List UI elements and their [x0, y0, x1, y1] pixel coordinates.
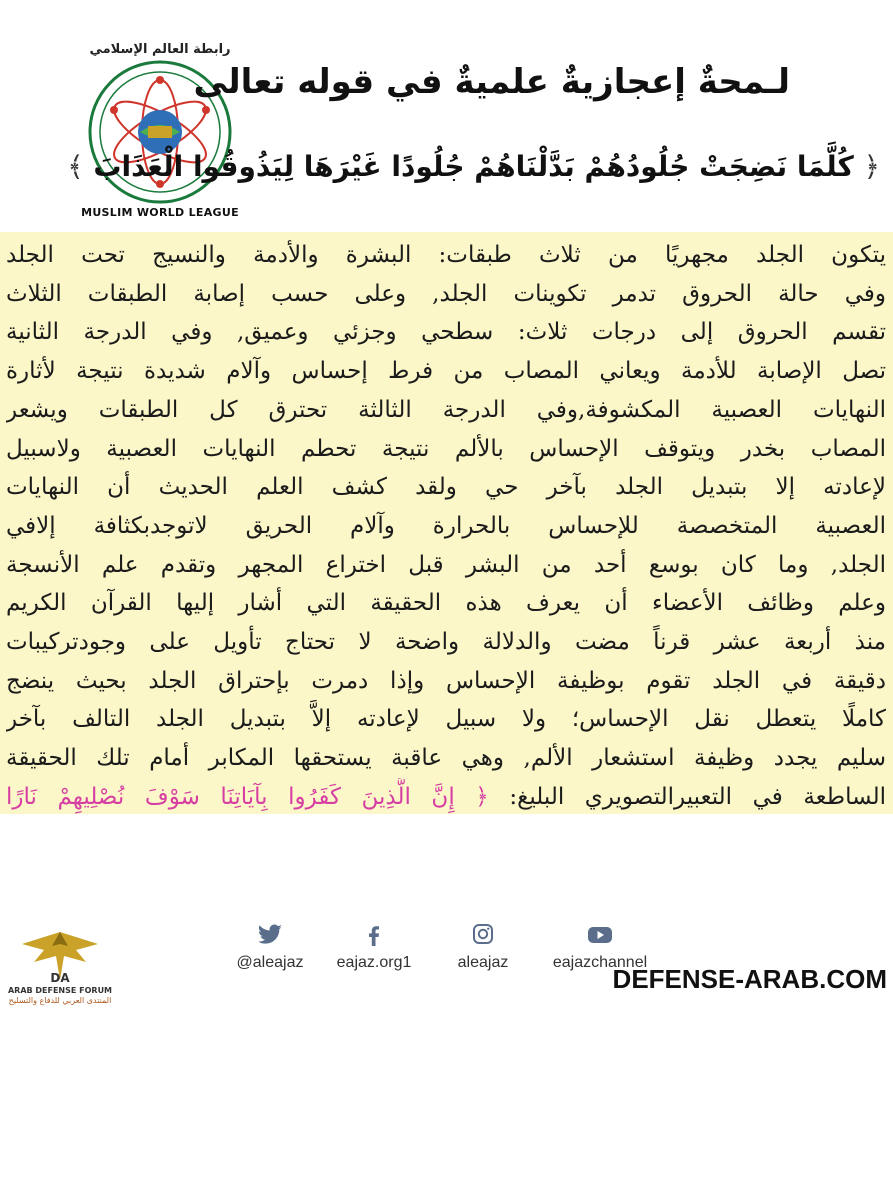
instagram-handle: aleajaz: [457, 954, 509, 971]
facebook-handle: eajaz.org1: [336, 954, 412, 971]
verse-open-bracket: ﴿: [863, 150, 880, 183]
article-body: [0, 232, 893, 814]
social-twitter[interactable]: [210, 924, 330, 972]
article-line: دقيقة في الجلد تقوم بوظيفة الإحساس وإذا دمرت بإحتراق الجلد بحيث ينضج: [6, 667, 886, 694]
article-line: سليم يجدد وظيفة استشعار الألم, وهي عاقبة يستحقها المكابر أمام تلك الحقيقة: [6, 745, 886, 772]
facebook-icon: [361, 924, 387, 946]
site-url[interactable]: DEFENSE-ARAB.COM: [612, 964, 887, 994]
verse-close-bracket: ﴾: [67, 150, 84, 183]
eagle-emblem-icon: [4, 922, 116, 984]
social-facebook[interactable]: [314, 924, 434, 972]
article-line: وفي حالة الحروق تدمر تكوينات الجلد, وعلى حسب إصابة الطبقات الثلاث: [6, 280, 886, 307]
youtube-icon: [587, 924, 613, 946]
youtube-handle: eajazchannel: [552, 954, 648, 971]
brand-name: ARAB DEFENSE FORUM: [7, 986, 113, 995]
article-line: تصل الإصابة للأدمة ويعاني المصاب من فرط إحساس وآلام شديدة نتيجة لأثارة: [6, 358, 886, 385]
article-line-quote-start: [6, 778, 886, 817]
article-line: وعلم وظائف الأعضاء أن يعرف هذه الحقيقة التي أشار إليها القرآن الكريم: [6, 590, 886, 617]
quran-quote-part1: ﴿ إِنَّ الَّذِينَ كَفَرُوا بِآيَاتِنَا سَوْفَ نُصْلِيهِمْ نَارًا: [6, 783, 489, 810]
article-line: النهايات العصبية المكشوفة,وفي الدرجة الثالثة تحترق كل الطبقات ويشعر: [6, 396, 886, 423]
header: [0, 0, 893, 232]
article-line: العصبية المتخصصة للإحساس بالحرارة وآلام الحريق لاتوجدبكثافة إلافي: [6, 512, 886, 539]
article-text: [6, 236, 886, 855]
article-line: المصاب بخدر ويتوقف الإحساس بالألم نتيجة تحطم النهايات العصبية ولاسبيل: [6, 435, 886, 462]
footer: [0, 814, 893, 1199]
article-line: منذ أربعة عشر قرناً مضت والدلالة واضحة لا تحتاج تأويل على وجودتركيبات: [6, 629, 886, 656]
header-verse: [67, 150, 880, 183]
article-line: لإعادته إلا بتبديل الجلد بآخر حي ولقد كشف العلم الحديث أن النهايات: [6, 474, 886, 501]
article-line: كاملًا يتعطل نقل الإحساس؛ ولا سبيل لإعادته إلاَّ بتبديل الجلد التالف بآخر: [6, 706, 886, 733]
article-line: يتكون الجلد مجهريًا من ثلاث طبقات: البشرة والأدمة والنسيج تحت الجلد: [6, 242, 886, 268]
social-instagram[interactable]: [423, 924, 543, 972]
page-title: لـمحةٌ إعجازيةٌ علميةٌ في قوله تعالى: [193, 62, 790, 102]
svg-text:DA: DA: [50, 971, 70, 984]
brand-subtitle: المنتدى العربي للدفاع والتسليح: [8, 996, 112, 1005]
twitter-handle: @aleajaz: [236, 954, 304, 971]
instagram-icon: [470, 924, 496, 946]
logo-org-arabic: رابطة العالم الإسلامي: [89, 42, 231, 57]
logo-org-english: MUSLIM WORLD LEAGUE: [81, 206, 239, 219]
quote-intro: الساطعة في التعبيرالتصويري البليغ:: [488, 783, 886, 810]
article-line: تقسم الحروق إلى درجات ثلاث: سطحي وجزئي وعميق, وفي الدرجة الثانية: [6, 319, 886, 346]
twitter-icon: [257, 924, 283, 946]
article-line: الجلد, وما كان بوسع أحد من البشر قبل اختراع المجهر وتقدم علم الأنسجة: [6, 551, 886, 578]
verse-text: كُلَّمَا نَضِجَتْ جُلُودُهُمْ بَدَّلْنَاهُمْ جُلُودًا غَيْرَهَا لِيَذُوقُوا الْعَذَابَ: [93, 150, 854, 183]
